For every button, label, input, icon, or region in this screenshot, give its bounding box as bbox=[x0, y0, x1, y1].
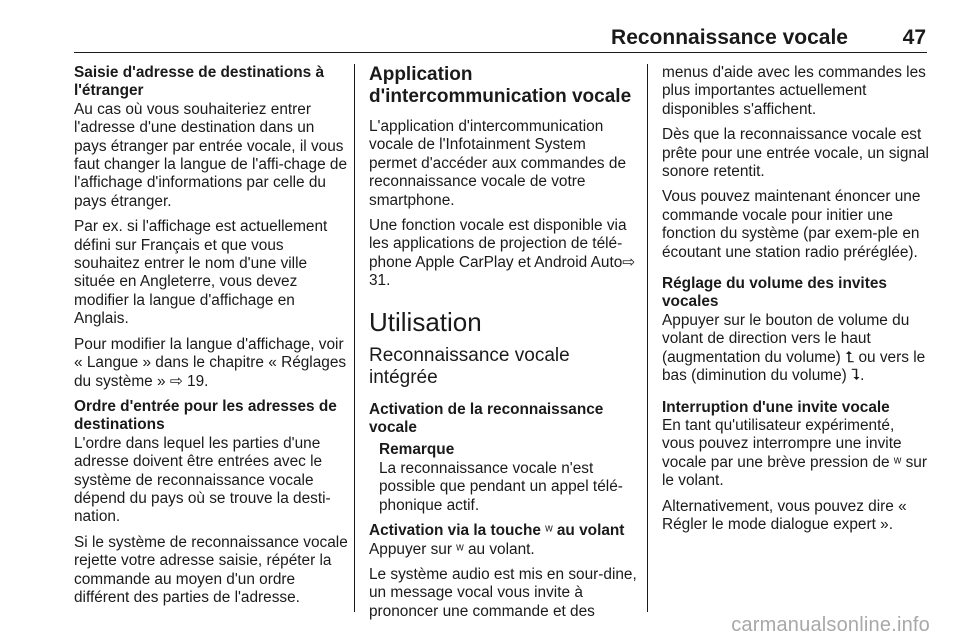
column-3 bbox=[662, 64, 930, 534]
paragraph-text: Appuyer sur bbox=[369, 540, 452, 558]
page-number: 47 bbox=[902, 26, 926, 49]
paragraph: Si le système de reconnaissance vocale rejette votre adresse saisie, répéter la commande au moyen d'un ordre différent des parties de l'adresse. bbox=[74, 533, 348, 606]
voice-key-icon: ʷ bbox=[456, 540, 464, 558]
paragraph-text: Appuyer sur le bouton de volume du volant de direction vers le haut (augmentation du volume) bbox=[662, 311, 910, 366]
paragraph-text: au volant. bbox=[467, 540, 535, 558]
paragraph: Le système audio est mis en sour-dine, un message vocal vous invite à prononcer une commande et des bbox=[369, 565, 637, 620]
paragraph-text: ou vers le bas (diminution du volume) bbox=[662, 348, 926, 385]
subheading-text: Activation via la touche bbox=[369, 522, 541, 540]
paragraph: Alternativement, vous pouvez dire « Régler le mode dialogue expert ». bbox=[662, 497, 907, 533]
voice-key-icon: ʷ bbox=[545, 522, 553, 540]
arrow-reference-icon: ⇨ bbox=[169, 372, 183, 390]
page-reference[interactable]: 31. bbox=[369, 272, 391, 290]
paragraph-text: . bbox=[860, 367, 865, 385]
subheading-interruption: Interruption d'une invite vocale bbox=[662, 398, 890, 416]
header-rule bbox=[74, 52, 927, 53]
paragraph: Vous pouvez maintenant énoncer une commande vocale pour initier une fonction du système (par exem-ple en écoutant une station radio préréglée). bbox=[662, 188, 921, 261]
note-text: La reconnaissance vocale n'est possible que pendant un appel télé-phonique actif. bbox=[379, 459, 623, 514]
column-divider-1 bbox=[354, 64, 355, 612]
volume-up-icon: ⮤ bbox=[845, 348, 855, 366]
paragraph-carplay-reference bbox=[369, 217, 637, 291]
paragraph: L'application d'intercommunication vocale de l'Infotainment System permet d'accéder aux commandes de reconnaissance vocale de votre smartphone. bbox=[369, 118, 627, 209]
paragraph-text: En tant qu'utilisateur expérimenté, vous pouvez interrompre une invite vocale par une brève pression de bbox=[662, 416, 902, 471]
paragraph-text: Pour modifier la langue d'affichage, voir « Langue » dans le chapitre « Réglages du système » bbox=[74, 335, 347, 390]
subheading-volume: Réglage du volume des invites vocales bbox=[662, 275, 887, 311]
paragraph: Dès que la reconnaissance vocale est prête pour une entrée vocale, un signal sonore retentit. bbox=[662, 126, 929, 181]
heading-integrated-recognition: Reconnaissance vocale intégrée bbox=[369, 344, 570, 388]
arrow-reference-icon: ⇨ bbox=[622, 253, 636, 271]
major-heading-utilisation: Utilisation bbox=[369, 306, 482, 337]
page-reference[interactable]: 19. bbox=[187, 372, 209, 390]
subheading-activation: Activation de la reconnaissance vocale bbox=[369, 400, 604, 437]
voice-key-icon: ʷ bbox=[893, 453, 902, 471]
paragraph: Au cas où vous souhaiteriez entrer l'adresse d'une destination dans un pays étranger par entrée vocale, il vous faut changer la langue de l'affi-chage de l'affichage d'informations par celle du pays étranger. bbox=[74, 100, 348, 210]
paragraph-text: Une fonction vocale est disponible via les applications de projection de télé-phone Apple CarPlay et Android Auto bbox=[369, 217, 627, 271]
column-divider-2 bbox=[647, 64, 648, 612]
paragraph: Par ex. si l'affichage est actuellement défini sur Français et que vous souhaitez entrer le nom d'une ville située en Angleterre, vous devez modifier la langue d'affichage en Anglais. bbox=[74, 218, 328, 328]
column-1 bbox=[74, 64, 350, 607]
subheading-text: au volant bbox=[556, 522, 625, 540]
page-header-title: Reconnaissance vocale bbox=[611, 26, 848, 49]
volume-down-icon: ⮧ bbox=[851, 367, 861, 385]
subheading-key-activation bbox=[369, 522, 637, 540]
note-title: Remarque bbox=[379, 441, 455, 459]
subheading-foreign-destination: Saisie d'adresse de destinations à l'étranger bbox=[74, 64, 325, 100]
paragraph bbox=[369, 541, 637, 559]
paragraph-language-reference bbox=[74, 336, 350, 391]
paragraph: menus d'aide avec les commandes les plus importantes actuellement disponibles s'affichent. bbox=[662, 64, 926, 118]
watermark: carmanualsonline.info bbox=[731, 614, 930, 636]
paragraph: L'ordre dans lequel les parties d'une adresse doivent être entrées avec le système de reconnaissance vocale dépend du pays où se trouve la desti-nation. bbox=[74, 434, 331, 526]
column-2 bbox=[369, 64, 637, 621]
subheading-address-order: Ordre d'entrée pour les adresses de destinations bbox=[74, 397, 337, 434]
paragraph bbox=[662, 417, 930, 491]
section-heading-passthrough: Application d'intercommunication vocale bbox=[369, 64, 632, 107]
paragraph-text: sur le volant. bbox=[662, 453, 927, 490]
note-box bbox=[369, 441, 637, 515]
paragraph-volume bbox=[662, 312, 930, 386]
